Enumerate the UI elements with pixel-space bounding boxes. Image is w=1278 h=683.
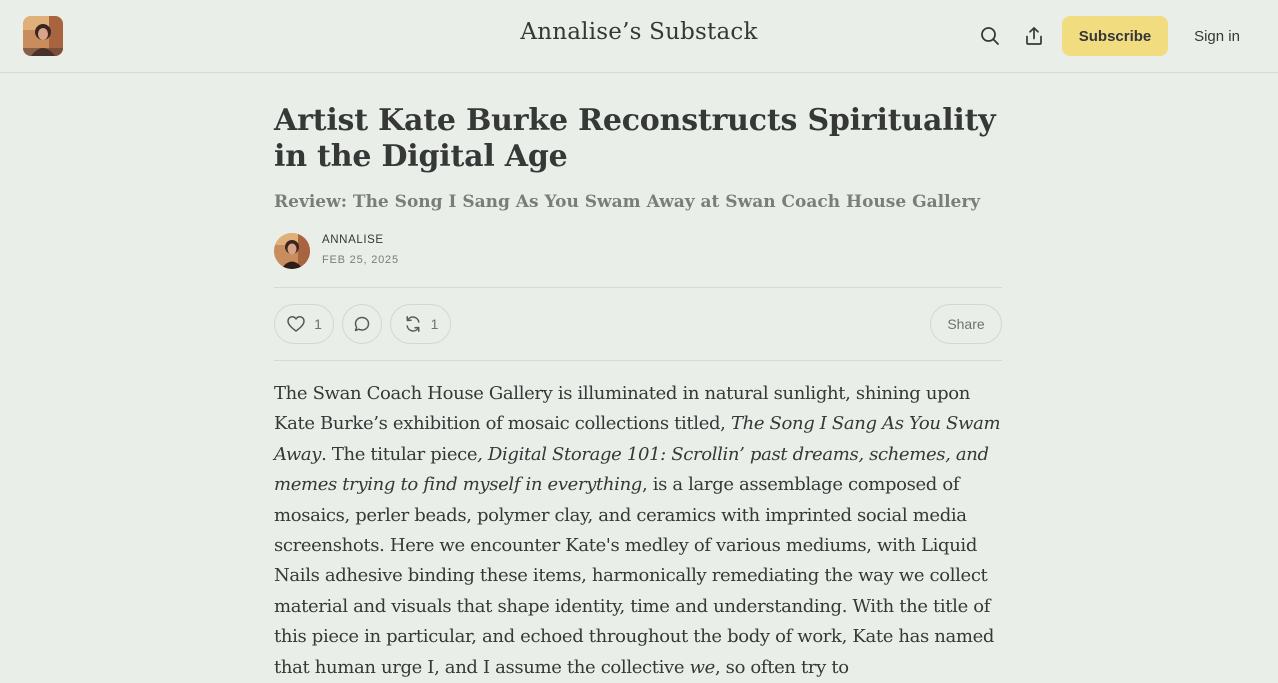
- search-button[interactable]: [978, 24, 1002, 48]
- like-button[interactable]: [274, 304, 334, 344]
- restack-count: 1: [430, 316, 439, 332]
- comment-button[interactable]: [342, 304, 382, 344]
- restack-button[interactable]: [390, 304, 451, 344]
- publication-logo[interactable]: [23, 16, 63, 56]
- body-italic-piece-title: , Digital Storage 101: Scrollin’ past dreams, schemes, and memes trying to find myself in everything: [274, 443, 989, 496]
- byline: [274, 233, 1002, 271]
- heart-icon: [286, 314, 306, 334]
- share-button[interactable]: [1022, 24, 1046, 48]
- post-date: FEB 25, 2025: [322, 254, 399, 266]
- post-action-bar: [274, 287, 1002, 361]
- comment-icon: [352, 314, 372, 334]
- subscribe-button[interactable]: Subscribe: [1062, 16, 1168, 56]
- body-text-run: , is a large assemblage composed of mosaics, perler beads, polymer clay, and ceramics with imprinted social media screenshots. Here we encounter Kate's medley of various mediums, with Liquid Nails adhesive binding these items, harmonically remediating the way we collect material and visuals that shape identity, time and understanding. With the title of this piece in particular, and echoed throughout the body of work, Kate has named that human urge I, and I assume the collective: [274, 474, 995, 678]
- publication-title[interactable]: Annalise’s Substack: [520, 19, 758, 45]
- share-post-button[interactable]: Share: [930, 304, 1002, 344]
- body-italic-we: we: [689, 656, 715, 678]
- body-text-run: The Swan Coach House Gallery is illuminated in natural sunlight, shining upon Kate Burke’s exhibition of mosaic collections titled,: [274, 383, 970, 435]
- article: [274, 73, 1002, 683]
- share-upload-icon: [1024, 26, 1044, 46]
- search-icon: [980, 26, 1000, 46]
- like-count: 1: [314, 316, 322, 332]
- restack-icon: [403, 314, 423, 334]
- post-title: Artist Kate Burke Reconstructs Spirituality in the Digital Age: [274, 103, 996, 174]
- sign-in-link[interactable]: Sign in: [1194, 27, 1240, 45]
- post-subtitle: Review: The Song I Sang As You Swam Away at Swan Coach House Gallery: [274, 192, 981, 212]
- author-avatar-image: [274, 233, 310, 269]
- body-text-run: . The titular piece: [321, 443, 478, 465]
- top-bar: [0, 0, 1278, 73]
- author-avatar[interactable]: [274, 233, 310, 269]
- publication-logo-image: [23, 16, 63, 56]
- author-name[interactable]: ANNALISE: [322, 234, 384, 246]
- body-text-run: , so often try to: [714, 656, 849, 678]
- body-paragraph: [274, 379, 1002, 683]
- body-italic-exhibition-title: The Song I Sang As You Swam Away: [274, 413, 1001, 465]
